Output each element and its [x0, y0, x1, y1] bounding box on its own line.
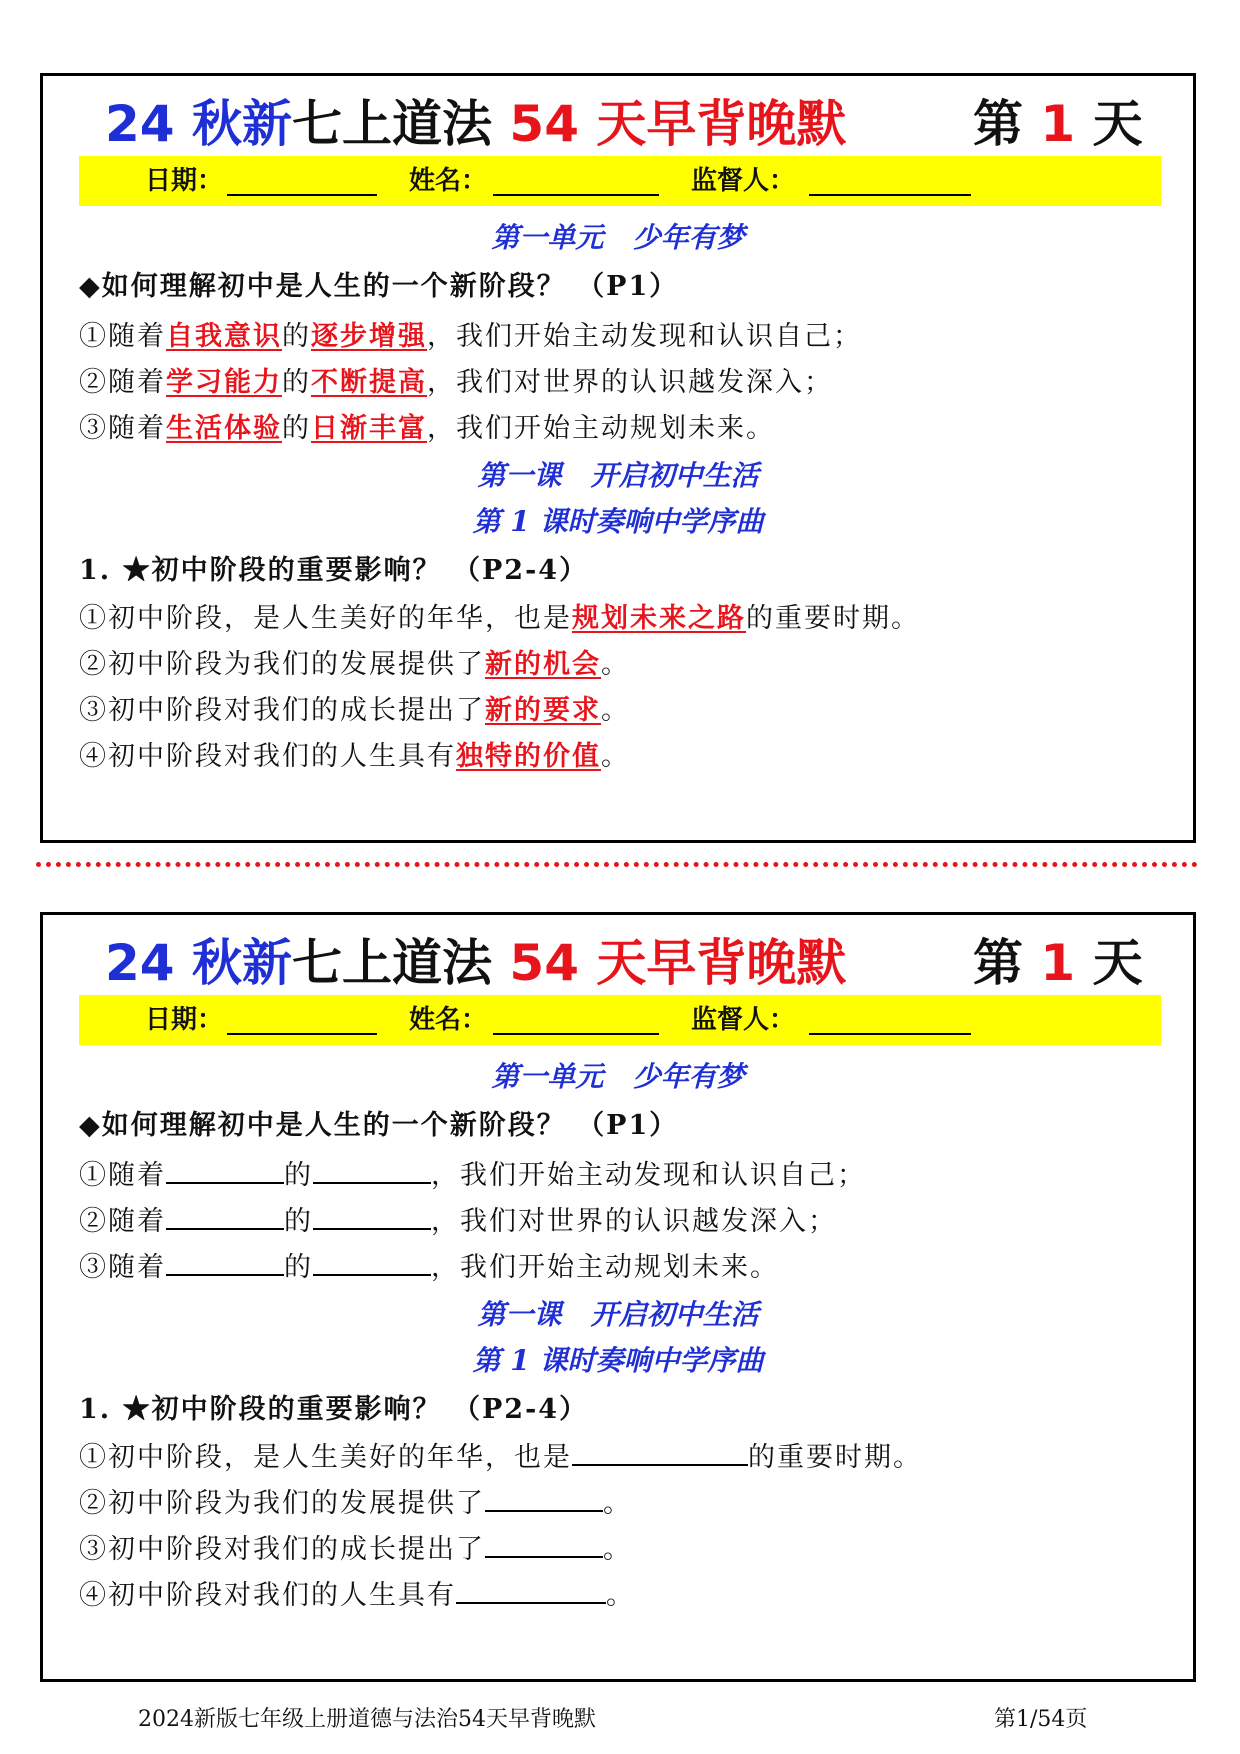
line-mid: 的	[284, 1160, 313, 1191]
unit-heading: 第一单元 少年有梦	[491, 1060, 745, 1093]
answer-line	[79, 406, 775, 445]
line-prefix: ②随着	[79, 367, 166, 398]
fill-blank[interactable]	[485, 1486, 603, 1512]
line-suffix: 的重要时期。	[746, 603, 920, 634]
period-heading: 第 1 课时奏响中学序曲	[472, 1344, 764, 1377]
name-label: 姓名：	[409, 166, 488, 196]
line-prefix: ④初中阶段对我们的人生具有	[79, 1580, 456, 1611]
fill-blank[interactable]	[456, 1578, 606, 1604]
day-prefix: 第	[973, 934, 1023, 992]
title-part2: 七上道法	[292, 95, 492, 153]
line-prefix: ④初中阶段对我们的人生具有	[79, 741, 456, 772]
line-prefix: ①初中阶段，是人生美好的年华，也是	[79, 603, 572, 634]
line-suffix: ，我们开始主动发现和认识自己；	[427, 321, 862, 352]
day-number: 1	[1040, 95, 1076, 153]
key-term: 不断提高	[311, 367, 427, 398]
line-prefix: ②随着	[79, 1206, 166, 1237]
key-term: 生活体验	[166, 413, 282, 444]
question-2: 1. ★初中阶段的重要影响？ （P2-4）	[79, 1394, 589, 1425]
supervisor-label: 监督人：	[691, 1005, 796, 1035]
title-part3: 54 天早背晚默	[509, 934, 847, 992]
title-part3: 54 天早背晚默	[509, 95, 847, 153]
line-mid: 的	[282, 321, 311, 352]
fill-blank[interactable]	[485, 1532, 603, 1558]
line-suffix: 。	[601, 741, 630, 772]
day-suffix: 天	[1092, 95, 1143, 153]
line-prefix: ③随着	[79, 1252, 166, 1283]
fill-blank[interactable]	[166, 1250, 284, 1276]
title-part1: 24 秋新	[105, 934, 292, 992]
day-number: 1	[1040, 934, 1076, 992]
blank-line	[79, 1435, 922, 1474]
line-prefix: ③初中阶段对我们的成长提出了	[79, 1534, 485, 1565]
lesson-heading: 第一课 开启初中生活	[477, 1298, 759, 1331]
card-title	[43, 84, 1193, 164]
date-label: 日期：	[145, 1005, 224, 1035]
key-term: 规划未来之路	[572, 603, 746, 634]
key-term: 新的要求	[485, 695, 601, 726]
fill-blank[interactable]	[166, 1158, 284, 1184]
question-1: ◆如何理解初中是人生的一个新阶段？ （P1）	[79, 271, 679, 302]
title-part1: 24 秋新	[105, 95, 292, 153]
blank-line	[79, 1153, 866, 1192]
title-part2: 七上道法	[292, 934, 492, 992]
line-prefix: ①随着	[79, 321, 166, 352]
footer-page-indicator: 第1/54页	[994, 1707, 1088, 1732]
line-suffix: ，我们开始主动发现和认识自己；	[431, 1160, 866, 1191]
day-label	[973, 923, 1143, 1003]
answer-card	[40, 73, 1196, 843]
line-mid: 的	[284, 1206, 313, 1237]
line-suffix: 。	[603, 1488, 632, 1519]
supervisor-blank[interactable]	[809, 1033, 971, 1035]
answer-line	[79, 688, 630, 727]
date-label: 日期：	[145, 166, 224, 196]
line-suffix: ，我们开始主动规划未来。	[431, 1252, 779, 1283]
answer-line	[79, 596, 920, 635]
supervisor-label: 监督人：	[691, 166, 796, 196]
line-prefix: ②初中阶段为我们的发展提供了	[79, 649, 485, 680]
line-suffix: 。	[603, 1534, 632, 1565]
day-suffix: 天	[1092, 934, 1143, 992]
line-suffix: ，我们开始主动规划未来。	[427, 413, 775, 444]
answer-line	[79, 734, 630, 773]
day-prefix: 第	[973, 95, 1023, 153]
line-suffix: 。	[601, 649, 630, 680]
line-prefix: ②初中阶段为我们的发展提供了	[79, 1488, 485, 1519]
supervisor-blank[interactable]	[809, 194, 971, 196]
answer-line	[79, 642, 630, 681]
name-label: 姓名：	[409, 1005, 488, 1035]
key-term: 学习能力	[166, 367, 282, 398]
key-term: 新的机会	[485, 649, 601, 680]
fill-blank[interactable]	[166, 1204, 284, 1230]
blank-line	[79, 1481, 632, 1520]
fill-blank[interactable]	[313, 1204, 431, 1230]
key-term: 逐步增强	[311, 321, 427, 352]
title-main	[105, 923, 846, 1003]
fill-blank[interactable]	[572, 1440, 748, 1466]
date-blank[interactable]	[227, 1033, 377, 1035]
day-label	[973, 84, 1143, 164]
blank-line	[79, 1199, 837, 1238]
info-bar	[79, 995, 1161, 1045]
line-prefix: ③随着	[79, 413, 166, 444]
line-suffix: ，我们对世界的认识越发深入；	[427, 367, 833, 398]
lesson-heading: 第一课 开启初中生活	[477, 459, 759, 492]
line-mid: 的	[282, 367, 311, 398]
line-mid: 的	[282, 413, 311, 444]
blank-line	[79, 1527, 632, 1566]
name-blank[interactable]	[493, 194, 659, 196]
date-blank[interactable]	[227, 194, 377, 196]
answer-line	[79, 314, 862, 353]
question-2: 1. ★初中阶段的重要影响？ （P2-4）	[79, 555, 589, 586]
practice-card	[40, 912, 1196, 1682]
blank-line	[79, 1573, 635, 1612]
line-suffix: 的重要时期。	[748, 1442, 922, 1473]
line-suffix: 。	[601, 695, 630, 726]
fill-blank[interactable]	[313, 1250, 431, 1276]
line-prefix: ①随着	[79, 1160, 166, 1191]
cut-line-divider	[36, 862, 1198, 867]
line-mid: 的	[284, 1252, 313, 1283]
answer-line	[79, 360, 833, 399]
title-main	[105, 84, 846, 164]
line-prefix: ③初中阶段对我们的成长提出了	[79, 695, 485, 726]
period-heading: 第 1 课时奏响中学序曲	[472, 505, 764, 538]
fill-blank[interactable]	[313, 1158, 431, 1184]
question-1: ◆如何理解初中是人生的一个新阶段？ （P1）	[79, 1110, 679, 1141]
info-bar	[79, 156, 1161, 206]
blank-line	[79, 1245, 779, 1284]
key-term: 日渐丰富	[311, 413, 427, 444]
card-title	[43, 923, 1193, 1003]
key-term: 独特的价值	[456, 741, 601, 772]
line-suffix: 。	[606, 1580, 635, 1611]
name-blank[interactable]	[493, 1033, 659, 1035]
key-term: 自我意识	[166, 321, 282, 352]
footer-doc-title: 2024新版七年级上册道德与法治54天早背晚默	[138, 1707, 596, 1732]
line-suffix: ，我们对世界的认识越发深入；	[431, 1206, 837, 1237]
line-prefix: ①初中阶段，是人生美好的年华，也是	[79, 1442, 572, 1473]
unit-heading: 第一单元 少年有梦	[491, 221, 745, 254]
